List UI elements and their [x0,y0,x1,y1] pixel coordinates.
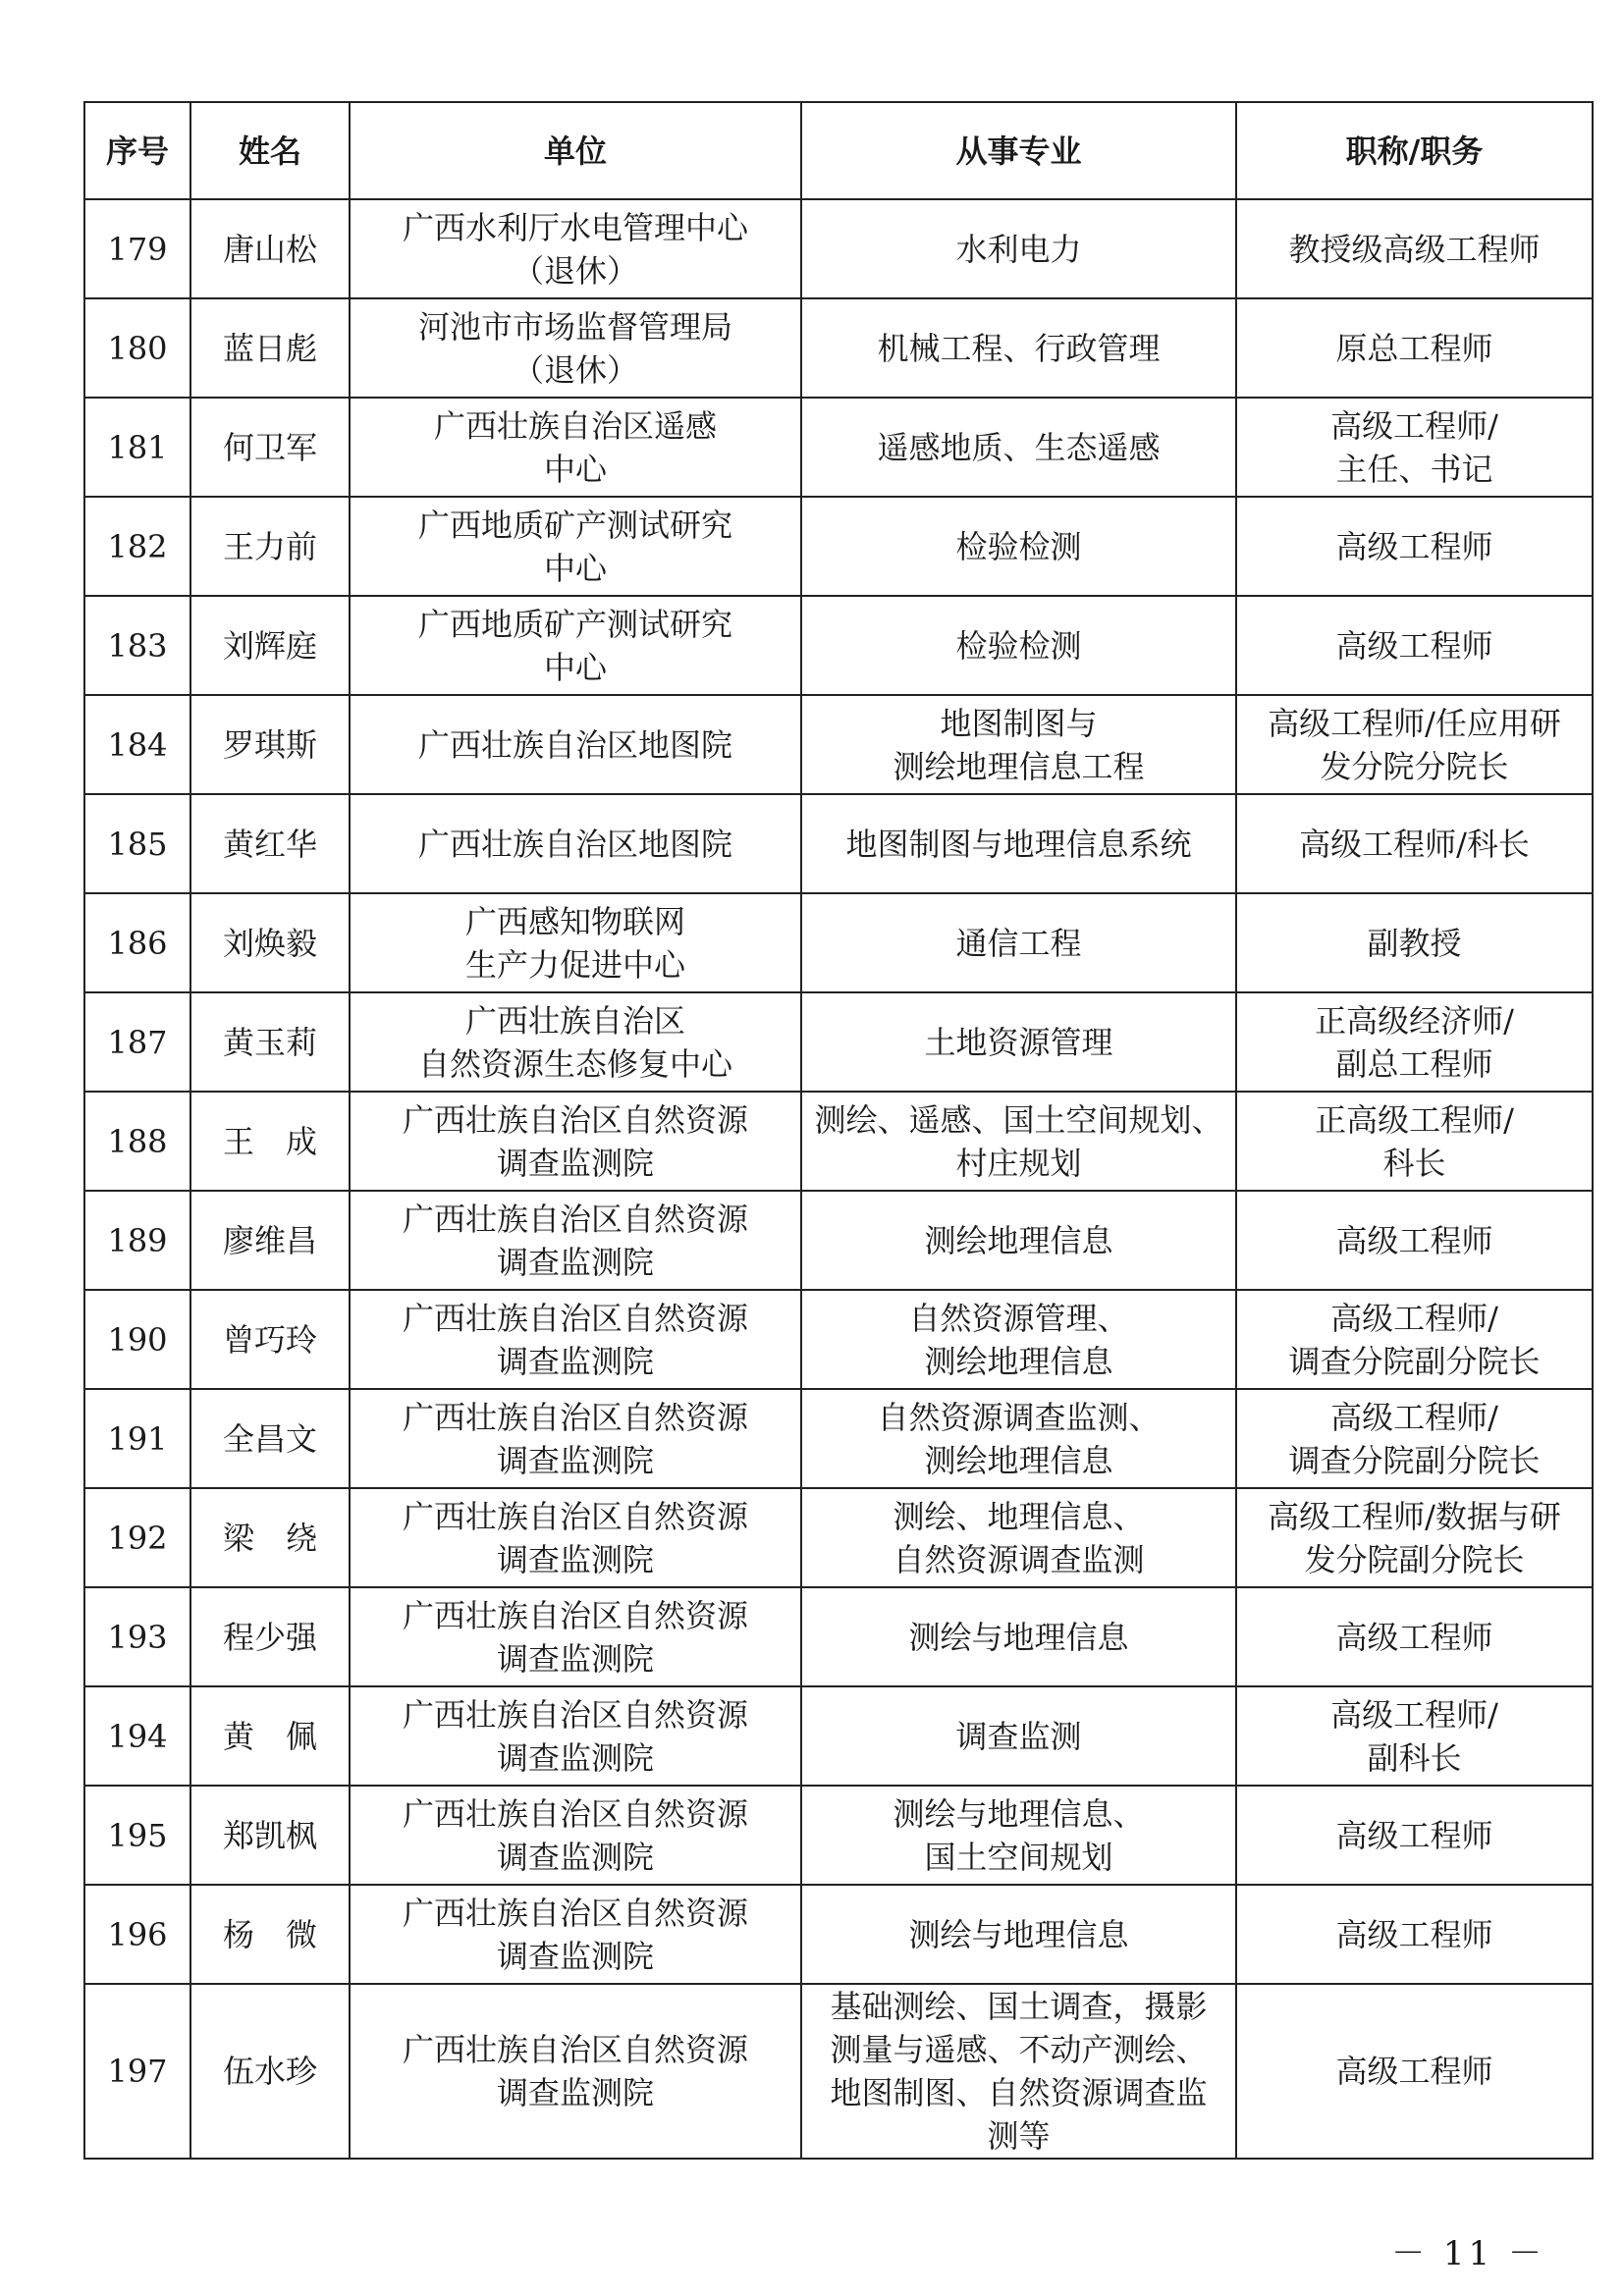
name-cell: 杨 微 [190,1885,350,1984]
name-cell: 全昌文 [190,1389,350,1488]
name-cell: 何卫军 [190,398,350,497]
major-cell: 检验检测 [801,596,1236,695]
title-position-cell: 副教授 [1236,893,1593,992]
name-cell: 程少强 [190,1587,350,1686]
table-row [84,1587,1593,1686]
unit-cell: 广西壮族自治区自然资源 调查监测院 [350,1984,801,2159]
name-cell: 梁 绕 [190,1488,350,1587]
title-position-cell: 高级工程师/ 调查分院副分院长 [1236,1389,1593,1488]
name-cell: 黄玉莉 [190,992,350,1092]
unit-cell: 广西感知物联网 生产力促进中心 [350,893,801,992]
major-cell: 测绘地理信息 [801,1191,1236,1290]
serial-number-cell: 190 [84,1290,190,1389]
unit-cell: 广西壮族自治区自然资源 调查监测院 [350,1786,801,1885]
major-cell: 测绘与地理信息 [801,1885,1236,1984]
serial-number-cell: 181 [84,398,190,497]
title-position-cell: 高级工程师 [1236,1191,1593,1290]
table-row [84,1092,1593,1191]
title-position-cell: 高级工程师 [1236,596,1593,695]
title-position-cell: 高级工程师/科长 [1236,794,1593,893]
unit-cell: 广西壮族自治区自然资源 调查监测院 [350,1488,801,1587]
serial-number-cell: 179 [84,199,190,298]
table-row [84,298,1593,398]
serial-number-cell: 186 [84,893,190,992]
unit-cell: 广西壮族自治区自然资源 调查监测院 [350,1092,801,1191]
unit-cell: 广西壮族自治区自然资源 调查监测院 [350,1389,801,1488]
title-position-cell: 高级工程师 [1236,1587,1593,1686]
title-position-cell: 正高级经济师/ 副总工程师 [1236,992,1593,1092]
header-title-position: 职称/职务 [1236,102,1593,199]
major-cell: 测绘与地理信息 [801,1587,1236,1686]
table-row [84,1885,1593,1984]
table-row [84,1290,1593,1389]
serial-number-cell: 193 [84,1587,190,1686]
major-cell: 自然资源管理、 测绘地理信息 [801,1290,1236,1389]
table-row [84,893,1593,992]
name-cell: 刘辉庭 [190,596,350,695]
unit-cell: 广西地质矿产测试研究 中心 [350,596,801,695]
header-unit: 单位 [350,102,801,199]
unit-cell: 广西壮族自治区自然资源 调查监测院 [350,1290,801,1389]
serial-number-cell: 197 [84,1984,190,2159]
major-cell: 测绘、遥感、国土空间规划、 村庄规划 [801,1092,1236,1191]
page-number: － 11 － [1391,2234,1545,2273]
name-cell: 王力前 [190,497,350,596]
table-row [84,1389,1593,1488]
table-row [84,695,1593,794]
name-cell: 廖维昌 [190,1191,350,1290]
major-cell: 水利电力 [801,199,1236,298]
serial-number-cell: 194 [84,1686,190,1786]
title-position-cell: 高级工程师 [1236,497,1593,596]
title-position-cell: 正高级工程师/ 科长 [1236,1092,1593,1191]
serial-number-cell: 187 [84,992,190,1092]
serial-number-cell: 196 [84,1885,190,1984]
major-cell: 地图制图与地理信息系统 [801,794,1236,893]
serial-number-cell: 184 [84,695,190,794]
personnel-table [83,101,1594,2160]
name-cell: 王 成 [190,1092,350,1191]
serial-number-cell: 191 [84,1389,190,1488]
table-row [84,497,1593,596]
name-cell: 唐山松 [190,199,350,298]
unit-cell: 广西壮族自治区自然资源 调查监测院 [350,1686,801,1786]
unit-cell: 河池市市场监督管理局 （退休） [350,298,801,398]
serial-number-cell: 182 [84,497,190,596]
title-position-cell: 原总工程师 [1236,298,1593,398]
title-position-cell: 高级工程师/数据与研 发分院副分院长 [1236,1488,1593,1587]
major-cell: 测绘与地理信息、 国土空间规划 [801,1786,1236,1885]
major-cell: 调查监测 [801,1686,1236,1786]
serial-number-cell: 188 [84,1092,190,1191]
table-row [84,992,1593,1092]
serial-number-cell: 183 [84,596,190,695]
header-name: 姓名 [190,102,350,199]
table-row [84,1191,1593,1290]
major-cell: 遥感地质、生态遥感 [801,398,1236,497]
unit-cell: 广西壮族自治区自然资源 调查监测院 [350,1191,801,1290]
unit-cell: 广西壮族自治区自然资源 调查监测院 [350,1587,801,1686]
table-row [84,1984,1593,2159]
serial-number-cell: 180 [84,298,190,398]
table-row [84,794,1593,893]
table-header-row [84,102,1593,199]
name-cell: 罗琪斯 [190,695,350,794]
name-cell: 伍水珍 [190,1984,350,2159]
title-position-cell: 高级工程师/ 调查分院副分院长 [1236,1290,1593,1389]
table-row [84,1488,1593,1587]
table-row [84,596,1593,695]
title-position-cell: 高级工程师 [1236,1984,1593,2159]
unit-cell: 广西水利厅水电管理中心 （退休） [350,199,801,298]
unit-cell: 广西壮族自治区遥感 中心 [350,398,801,497]
table-row [84,1686,1593,1786]
major-cell: 通信工程 [801,893,1236,992]
table-row [84,398,1593,497]
major-cell: 检验检测 [801,497,1236,596]
name-cell: 黄红华 [190,794,350,893]
unit-cell: 广西壮族自治区自然资源 调查监测院 [350,1885,801,1984]
name-cell: 郑凯枫 [190,1786,350,1885]
unit-cell: 广西壮族自治区 自然资源生态修复中心 [350,992,801,1092]
serial-number-cell: 189 [84,1191,190,1290]
serial-number-cell: 195 [84,1786,190,1885]
header-serial-number: 序号 [84,102,190,199]
title-position-cell: 高级工程师 [1236,1885,1593,1984]
table-row [84,199,1593,298]
title-position-cell: 高级工程师/ 副科长 [1236,1686,1593,1786]
title-position-cell: 高级工程师/任应用研 发分院分院长 [1236,695,1593,794]
name-cell: 黄 佩 [190,1686,350,1786]
table-row [84,1786,1593,1885]
major-cell: 地图制图与 测绘地理信息工程 [801,695,1236,794]
major-cell: 基础测绘、国土调查，摄影 测量与遥感、不动产测绘、 地图制图、自然资源调查监 测等 [801,1984,1236,2159]
serial-number-cell: 185 [84,794,190,893]
unit-cell: 广西壮族自治区地图院 [350,695,801,794]
name-cell: 曾巧玲 [190,1290,350,1389]
name-cell: 蓝日彪 [190,298,350,398]
header-major: 从事专业 [801,102,1236,199]
title-position-cell: 高级工程师 [1236,1786,1593,1885]
title-position-cell: 高级工程师/ 主任、书记 [1236,398,1593,497]
unit-cell: 广西地质矿产测试研究 中心 [350,497,801,596]
unit-cell: 广西壮族自治区地图院 [350,794,801,893]
major-cell: 机械工程、行政管理 [801,298,1236,398]
name-cell: 刘焕毅 [190,893,350,992]
major-cell: 土地资源管理 [801,992,1236,1092]
major-cell: 测绘、地理信息、 自然资源调查监测 [801,1488,1236,1587]
major-cell: 自然资源调查监测、 测绘地理信息 [801,1389,1236,1488]
title-position-cell: 教授级高级工程师 [1236,199,1593,298]
serial-number-cell: 192 [84,1488,190,1587]
